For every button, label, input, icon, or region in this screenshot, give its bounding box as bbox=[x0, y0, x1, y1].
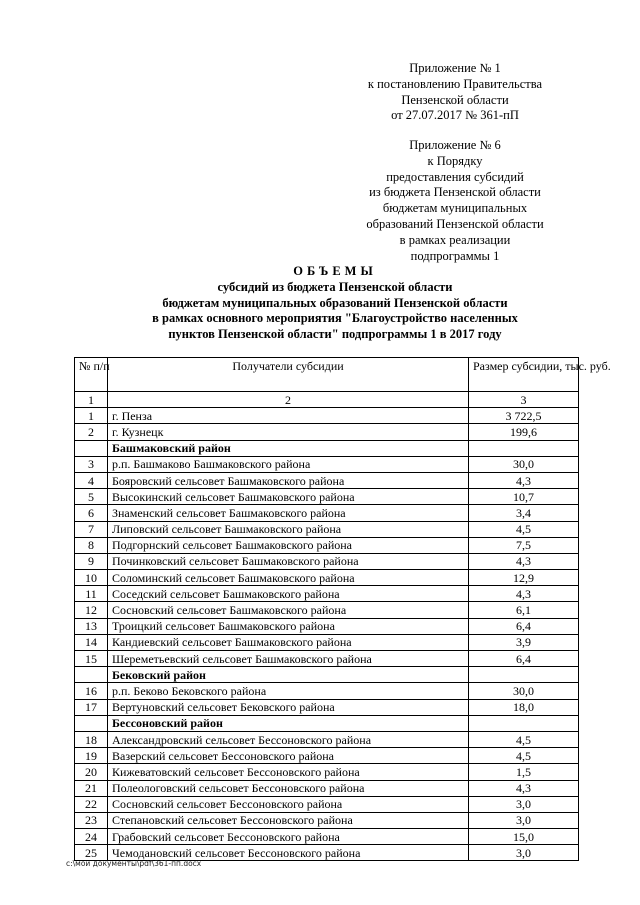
subsidy-amount: 4,3 bbox=[469, 586, 579, 602]
subsidy-amount: 3,9 bbox=[469, 634, 579, 650]
appendix-6-line: в рамках реализации bbox=[399, 232, 511, 247]
recipient-name: Сосновский сельсовет Башмаковского района bbox=[108, 602, 469, 618]
table-row bbox=[75, 424, 579, 440]
recipient-name: р.п. Башмаково Башмаковского района bbox=[108, 456, 469, 472]
recipient-name: Шереметьевский сельсовет Башмаковского района bbox=[108, 651, 469, 667]
subsidy-amount: 3,4 bbox=[469, 505, 579, 521]
appendix-6-line: подпрограммы 1 bbox=[410, 248, 500, 263]
table-row bbox=[75, 812, 579, 828]
table-row bbox=[75, 829, 579, 845]
row-number: 1 bbox=[75, 408, 108, 424]
table-row bbox=[75, 651, 579, 667]
row-number: 24 bbox=[75, 829, 108, 845]
table-row bbox=[75, 505, 579, 521]
subsidy-amount: 4,3 bbox=[469, 553, 579, 569]
subsidy-amount: 4,3 bbox=[469, 780, 579, 796]
heading-line: в рамках основного мероприятия "Благоустройство населенных bbox=[152, 311, 518, 326]
row-number: 14 bbox=[75, 634, 108, 650]
recipient-name: Высокинский сельсовет Башмаковского района bbox=[108, 489, 469, 505]
subsidy-amount: 18,0 bbox=[469, 699, 579, 715]
district-number-cell bbox=[75, 715, 108, 731]
table-row bbox=[75, 553, 579, 569]
table-row bbox=[75, 764, 579, 780]
subsidies-table bbox=[74, 357, 611, 861]
row-number: 18 bbox=[75, 731, 108, 747]
row-number: 19 bbox=[75, 748, 108, 764]
district-name: Бековский район bbox=[108, 667, 469, 683]
recipient-name: Починковский сельсовет Башмаковского района bbox=[108, 553, 469, 569]
subsidy-amount: 4,3 bbox=[469, 472, 579, 488]
row-number: 5 bbox=[75, 489, 108, 505]
recipient-name: Бояровский сельсовет Башмаковского района bbox=[108, 472, 469, 488]
column-numbers-row bbox=[75, 392, 579, 408]
recipient-name: Вазерский сельсовет Бессоновского района bbox=[108, 748, 469, 764]
table-header-row bbox=[75, 358, 579, 392]
heading-line: пунктов Пензенской области" подпрограммы 1 в 2017 году bbox=[168, 327, 502, 342]
table-row bbox=[75, 586, 579, 602]
column-number: 2 bbox=[108, 392, 469, 408]
column-number: 3 bbox=[469, 392, 579, 408]
subsidies-table-body bbox=[75, 358, 611, 861]
district-row bbox=[75, 667, 579, 683]
row-number: 20 bbox=[75, 764, 108, 780]
recipient-name: Троицкий сельсовет Башмаковского района bbox=[108, 618, 469, 634]
table-row bbox=[75, 780, 579, 796]
row-number: 17 bbox=[75, 699, 108, 715]
subsidy-amount: 6,4 bbox=[469, 618, 579, 634]
row-number: 2 bbox=[75, 424, 108, 440]
subsidy-amount: 30,0 bbox=[469, 683, 579, 699]
recipient-name: Грабовский сельсовет Бессоновского района bbox=[108, 829, 469, 845]
appendix-1-line: от 27.07.2017 № 361-пП bbox=[391, 108, 519, 123]
appendix-6-block bbox=[330, 138, 580, 264]
recipient-name: Сосновский сельсовет Бессоновского района bbox=[108, 796, 469, 812]
appendix-1-line: Пензенской области bbox=[401, 92, 509, 107]
row-number: 12 bbox=[75, 602, 108, 618]
table-row bbox=[75, 634, 579, 650]
recipient-name: Липовский сельсовет Башмаковского района bbox=[108, 521, 469, 537]
file-path-footer: c:\мои документы\pdf\361-пп.docx bbox=[66, 859, 202, 868]
table-row bbox=[75, 796, 579, 812]
header-amount: Размер субсидии, тыс. руб. bbox=[469, 358, 579, 392]
table-row bbox=[75, 748, 579, 764]
table-row bbox=[75, 570, 579, 586]
row-number: 16 bbox=[75, 683, 108, 699]
heading-line: субсидий из бюджета Пензенской области bbox=[217, 279, 453, 294]
recipient-name: Соседский сельсовет Башмаковского района bbox=[108, 586, 469, 602]
row-number: 15 bbox=[75, 651, 108, 667]
appendix-6-line: к Порядку bbox=[427, 153, 483, 168]
table-row bbox=[75, 699, 579, 715]
subsidy-amount: 3,0 bbox=[469, 796, 579, 812]
row-number: 25 bbox=[75, 845, 108, 861]
subsidy-amount: 3,0 bbox=[469, 845, 579, 861]
subsidy-amount: 1,5 bbox=[469, 764, 579, 780]
recipient-name: Соломинский сельсовет Башмаковского района bbox=[108, 570, 469, 586]
row-number: 9 bbox=[75, 553, 108, 569]
row-number: 13 bbox=[75, 618, 108, 634]
appendix-6-line: из бюджета Пензенской области bbox=[369, 185, 541, 200]
district-name: Бессоновский район bbox=[108, 715, 469, 731]
district-row bbox=[75, 715, 579, 731]
subsidy-amount: 10,7 bbox=[469, 489, 579, 505]
recipient-name: Александровский сельсовет Бессоновского района bbox=[108, 731, 469, 747]
recipient-name: Степановский сельсовет Бессоновского района bbox=[108, 812, 469, 828]
recipient-name: г. Пенза bbox=[108, 408, 469, 424]
subsidy-amount: 3 722,5 bbox=[469, 408, 579, 424]
recipient-name: Полеологовский сельсовет Бессоновского района bbox=[108, 780, 469, 796]
table-row bbox=[75, 731, 579, 747]
row-number: 11 bbox=[75, 586, 108, 602]
district-value-cell bbox=[469, 440, 579, 456]
document-heading bbox=[40, 264, 630, 343]
subsidy-amount: 3,0 bbox=[469, 812, 579, 828]
row-number: 6 bbox=[75, 505, 108, 521]
recipient-name: Знаменский сельсовет Башмаковского района bbox=[108, 505, 469, 521]
recipient-name: Подгорнский сельсовет Башмаковского района bbox=[108, 537, 469, 553]
table-row bbox=[75, 489, 579, 505]
row-number: 7 bbox=[75, 521, 108, 537]
subsidy-amount: 7,5 bbox=[469, 537, 579, 553]
appendix-1-line: Приложение № 1 bbox=[409, 61, 501, 75]
table-row bbox=[75, 602, 579, 618]
recipient-name: г. Кузнецк bbox=[108, 424, 469, 440]
row-number: 8 bbox=[75, 537, 108, 553]
subsidy-amount: 4,5 bbox=[469, 748, 579, 764]
column-number: 1 bbox=[75, 392, 108, 408]
appendix-1-line: к постановлению Правительства bbox=[367, 76, 543, 91]
subsidy-amount: 6,1 bbox=[469, 602, 579, 618]
appendix-6-line: образований Пензенской области bbox=[366, 216, 544, 231]
subsidy-amount: 6,4 bbox=[469, 651, 579, 667]
appendix-6-line: Приложение № 6 bbox=[409, 138, 501, 152]
subsidy-amount: 199,6 bbox=[469, 424, 579, 440]
table-row bbox=[75, 537, 579, 553]
subsidy-amount: 4,5 bbox=[469, 731, 579, 747]
appendix-6-line: предоставления субсидий bbox=[386, 169, 524, 184]
subsidy-amount: 15,0 bbox=[469, 829, 579, 845]
appendix-6-line: бюджетам муниципальных bbox=[382, 201, 528, 216]
table-row bbox=[75, 683, 579, 699]
table-row bbox=[75, 408, 579, 424]
district-number-cell bbox=[75, 667, 108, 683]
subsidy-amount: 4,5 bbox=[469, 521, 579, 537]
table-row bbox=[75, 521, 579, 537]
table-row bbox=[75, 618, 579, 634]
recipient-name: Кандиевский сельсовет Башмаковского района bbox=[108, 634, 469, 650]
subsidy-amount: 12,9 bbox=[469, 570, 579, 586]
row-number: 21 bbox=[75, 780, 108, 796]
row-number: 23 bbox=[75, 812, 108, 828]
recipient-name: Чемодановский сельсовет Бессоновского района bbox=[108, 845, 469, 861]
district-value-cell bbox=[469, 667, 579, 683]
row-number: 22 bbox=[75, 796, 108, 812]
district-value-cell bbox=[469, 715, 579, 731]
row-number: 4 bbox=[75, 472, 108, 488]
document-title: ОБЪЕМЫ bbox=[293, 264, 377, 278]
table-row bbox=[75, 456, 579, 472]
table-row bbox=[75, 472, 579, 488]
heading-line: бюджетам муниципальных образований Пензенской области bbox=[162, 295, 508, 310]
recipient-name: Кижеватовский сельсовет Бессоновского района bbox=[108, 764, 469, 780]
header-recipient: Получатели субсидии bbox=[108, 358, 469, 392]
header-number: № п/п bbox=[75, 358, 108, 392]
district-name: Башмаковский район bbox=[108, 440, 469, 456]
district-number-cell bbox=[75, 440, 108, 456]
recipient-name: Вертуновский сельсовет Бековского района bbox=[108, 699, 469, 715]
subsidy-amount: 30,0 bbox=[469, 456, 579, 472]
row-number: 3 bbox=[75, 456, 108, 472]
district-row bbox=[75, 440, 579, 456]
appendix-1-block bbox=[330, 61, 580, 124]
recipient-name: р.п. Беково Бековского района bbox=[108, 683, 469, 699]
row-number: 10 bbox=[75, 570, 108, 586]
